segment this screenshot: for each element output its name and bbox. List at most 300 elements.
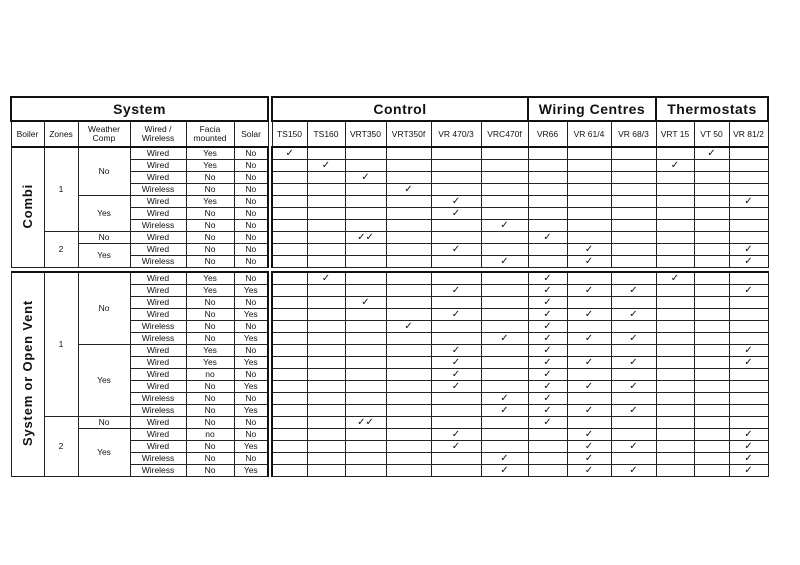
check-cell (307, 196, 345, 208)
check-mark-icon: ✓ (584, 357, 594, 368)
check-cell (386, 405, 431, 417)
weather-comp-cell: No (78, 147, 130, 196)
check-cell (611, 369, 656, 381)
check-cell (386, 244, 431, 256)
check-mark-icon: ✓ (451, 309, 461, 320)
check-cell (611, 256, 656, 268)
check-mark-icon: ✓ (629, 309, 638, 320)
check-cell (729, 147, 768, 160)
col-header-weather-comp: Weather Comp (78, 121, 130, 147)
check-cell (481, 357, 528, 369)
check-cell (431, 184, 481, 196)
check-mark-icon: ✓ (629, 405, 638, 416)
check-cell (481, 345, 528, 357)
check-cell (694, 309, 729, 321)
check-cell (272, 417, 307, 429)
facia-cell: No (186, 453, 234, 465)
check-cell (431, 429, 481, 441)
facia-cell: No (186, 208, 234, 220)
check-mark-icon: ✓ (543, 345, 552, 356)
facia-cell: No (186, 405, 234, 417)
check-cell (431, 321, 481, 333)
facia-cell: Yes (186, 272, 234, 285)
zones-cell: 1 (44, 272, 78, 417)
col-header-wired-wireless: Wired / Wireless (130, 121, 186, 147)
check-cell (656, 160, 694, 172)
check-cell (386, 357, 431, 369)
check-cell (386, 393, 431, 405)
check-cell (272, 453, 307, 465)
check-cell (656, 405, 694, 417)
check-cell (729, 256, 768, 268)
check-cell (567, 465, 611, 477)
col-header-product: VR 68/3 (611, 121, 656, 147)
col-header-product: VRT350f (386, 121, 431, 147)
check-cell (345, 285, 386, 297)
col-header-zones: Zones (44, 121, 78, 147)
check-mark-icon: ✓ (744, 345, 753, 356)
check-cell (272, 220, 307, 232)
check-cell (694, 333, 729, 345)
check-cell (481, 160, 528, 172)
col-header-product: VR 61/4 (567, 121, 611, 147)
check-cell (386, 333, 431, 345)
check-cell (431, 196, 481, 208)
check-cell (345, 220, 386, 232)
check-mark-icon: ✓ (744, 256, 753, 267)
check-cell (694, 321, 729, 333)
check-mark-icon: ✓ (543, 309, 552, 320)
check-mark-icon: ✓ (629, 285, 638, 296)
check-cell (307, 208, 345, 220)
check-cell (386, 369, 431, 381)
check-cell (272, 393, 307, 405)
check-cell (656, 465, 694, 477)
zones-cell: 1 (44, 147, 78, 232)
wired-wireless-cell: Wired (130, 172, 186, 184)
check-cell (272, 441, 307, 453)
check-mark-icon: ✓ (584, 285, 594, 296)
table-row (11, 272, 768, 285)
check-cell (307, 441, 345, 453)
check-cell (694, 297, 729, 309)
check-cell (694, 465, 729, 477)
check-cell (345, 256, 386, 268)
check-cell (611, 321, 656, 333)
check-cell (567, 244, 611, 256)
check-cell (386, 147, 431, 160)
col-header-facia-mounted: Facia mounted (186, 121, 234, 147)
wired-wireless-cell: Wireless (130, 393, 186, 405)
check-cell (656, 381, 694, 393)
check-cell (481, 393, 528, 405)
check-mark-icon: ✓ (744, 429, 753, 440)
check-cell (481, 208, 528, 220)
solar-cell: Yes (234, 465, 268, 477)
check-mark-icon: ✓ (451, 357, 461, 368)
check-cell (481, 369, 528, 381)
check-cell (431, 417, 481, 429)
check-cell (567, 272, 611, 285)
check-cell (307, 272, 345, 285)
check-cell (431, 393, 481, 405)
facia-cell: No (186, 321, 234, 333)
check-cell (611, 220, 656, 232)
check-cell (345, 232, 386, 244)
check-mark-icon: ✓ (500, 405, 509, 416)
check-cell (307, 147, 345, 160)
solar-cell: Yes (234, 285, 268, 297)
check-cell (694, 184, 729, 196)
check-cell (694, 196, 729, 208)
check-mark-icon: ✓ (543, 333, 552, 344)
check-cell (611, 309, 656, 321)
check-cell (481, 220, 528, 232)
check-mark-icon: ✓ (321, 273, 331, 284)
check-mark-icon: ✓ (584, 333, 594, 344)
check-cell (307, 345, 345, 357)
check-cell (345, 381, 386, 393)
group-wiring-centres: Wiring Centres (528, 97, 656, 121)
check-cell (345, 172, 386, 184)
check-cell (386, 285, 431, 297)
check-mark-icon: ✓ (321, 160, 331, 171)
wired-wireless-cell: Wireless (130, 453, 186, 465)
facia-cell: No (186, 441, 234, 453)
check-cell (611, 208, 656, 220)
check-cell (528, 309, 567, 321)
check-cell (345, 465, 386, 477)
wired-wireless-cell: Wireless (130, 256, 186, 268)
check-cell (611, 417, 656, 429)
check-cell (481, 321, 528, 333)
check-cell (345, 369, 386, 381)
wired-wireless-cell: Wired (130, 381, 186, 393)
weather-comp-cell: No (78, 272, 130, 345)
check-cell (611, 333, 656, 345)
check-cell (729, 208, 768, 220)
check-cell (567, 333, 611, 345)
check-mark-icon: ✓ (629, 465, 638, 476)
check-cell (481, 184, 528, 196)
check-cell (307, 172, 345, 184)
facia-cell: No (186, 465, 234, 477)
check-cell (528, 160, 567, 172)
check-cell (656, 220, 694, 232)
check-cell (481, 256, 528, 268)
wired-wireless-cell: Wired (130, 244, 186, 256)
check-cell (386, 297, 431, 309)
check-cell (272, 429, 307, 441)
check-mark-icon: ✓ (543, 393, 552, 404)
solar-cell: Yes (234, 357, 268, 369)
check-mark-icon: ✓ (500, 256, 509, 267)
check-mark-icon: ✓ (543, 285, 552, 296)
check-cell (272, 405, 307, 417)
check-cell (528, 172, 567, 184)
facia-cell: No (186, 393, 234, 405)
solar-cell: No (234, 297, 268, 309)
facia-cell: no (186, 369, 234, 381)
check-cell (729, 196, 768, 208)
check-cell (656, 244, 694, 256)
check-cell (656, 309, 694, 321)
check-cell (611, 244, 656, 256)
check-cell (345, 345, 386, 357)
check-cell (694, 285, 729, 297)
weather-comp-cell: Yes (78, 244, 130, 268)
solar-cell: No (234, 272, 268, 285)
wired-wireless-cell: Wired (130, 369, 186, 381)
wired-wireless-cell: Wireless (130, 333, 186, 345)
group-system: System (11, 97, 268, 121)
solar-cell: No (234, 232, 268, 244)
check-mark-icon: ✓ (584, 405, 594, 416)
check-cell (567, 285, 611, 297)
check-cell (386, 184, 431, 196)
check-mark-icon: ✓ (451, 369, 461, 380)
check-mark-icon: ✓ (744, 465, 753, 476)
wired-wireless-cell: Wired (130, 429, 186, 441)
table-row (11, 244, 768, 256)
check-cell (272, 465, 307, 477)
check-cell (694, 369, 729, 381)
check-cell (694, 160, 729, 172)
check-cell (694, 393, 729, 405)
table-row (11, 429, 768, 441)
check-mark-icon: ✓ (584, 453, 594, 464)
check-cell (729, 321, 768, 333)
check-cell (431, 220, 481, 232)
check-cell (694, 429, 729, 441)
check-cell (694, 208, 729, 220)
solar-cell: Yes (234, 309, 268, 321)
solar-cell: No (234, 172, 268, 184)
solar-cell: No (234, 345, 268, 357)
check-mark-icon: ✓ (584, 441, 594, 452)
check-mark-icon: ✓ (584, 309, 594, 320)
check-mark-icon: ✓ (451, 441, 461, 452)
solar-cell: No (234, 417, 268, 429)
check-cell (272, 256, 307, 268)
wired-wireless-cell: Wired (130, 417, 186, 429)
check-mark-icon: ✓ (744, 441, 753, 452)
zones-cell: 2 (44, 232, 78, 268)
check-cell (345, 453, 386, 465)
check-cell (729, 220, 768, 232)
facia-cell: no (186, 429, 234, 441)
solar-cell: No (234, 256, 268, 268)
check-cell (431, 147, 481, 160)
check-mark-icon: ✓ (451, 381, 461, 392)
check-cell (656, 345, 694, 357)
check-mark-icon: ✓ (404, 184, 413, 195)
facia-cell: No (186, 232, 234, 244)
check-cell (272, 309, 307, 321)
check-cell (345, 357, 386, 369)
facia-cell: Yes (186, 345, 234, 357)
check-cell (386, 208, 431, 220)
check-cell (345, 297, 386, 309)
check-mark-icon: ✓ (451, 285, 461, 296)
check-mark-icon: ✓ (670, 160, 680, 171)
check-cell (481, 417, 528, 429)
check-cell (656, 441, 694, 453)
check-cell (272, 184, 307, 196)
check-cell (611, 172, 656, 184)
facia-cell: No (186, 172, 234, 184)
facia-cell: No (186, 244, 234, 256)
check-cell (386, 256, 431, 268)
check-cell (481, 244, 528, 256)
check-cell (694, 381, 729, 393)
check-cell (272, 272, 307, 285)
check-cell (307, 232, 345, 244)
check-cell (528, 285, 567, 297)
table-body (11, 147, 768, 477)
check-cell (729, 393, 768, 405)
check-cell (528, 244, 567, 256)
check-cell (307, 381, 345, 393)
facia-cell: No (186, 381, 234, 393)
check-cell (481, 441, 528, 453)
check-cell (272, 147, 307, 160)
wired-wireless-cell: Wired (130, 297, 186, 309)
check-cell (307, 321, 345, 333)
check-cell (528, 147, 567, 160)
check-cell (611, 285, 656, 297)
solar-cell: Yes (234, 405, 268, 417)
solar-cell: No (234, 369, 268, 381)
check-cell (567, 405, 611, 417)
check-cell (694, 244, 729, 256)
check-cell (431, 381, 481, 393)
check-cell (307, 369, 345, 381)
check-cell (567, 220, 611, 232)
check-cell (567, 369, 611, 381)
wired-wireless-cell: Wired (130, 160, 186, 172)
check-cell (567, 393, 611, 405)
check-cell (345, 184, 386, 196)
facia-cell: No (186, 417, 234, 429)
check-cell (272, 357, 307, 369)
check-mark-icon: ✓ (584, 381, 594, 392)
check-cell (567, 309, 611, 321)
check-mark-icon: ✓✓ (357, 417, 374, 428)
check-cell (386, 345, 431, 357)
check-mark-icon: ✓ (451, 208, 461, 219)
check-cell (567, 256, 611, 268)
check-cell (656, 453, 694, 465)
wired-wireless-cell: Wired (130, 441, 186, 453)
check-mark-icon: ✓ (584, 429, 594, 440)
check-cell (567, 321, 611, 333)
check-cell (528, 453, 567, 465)
check-cell (729, 417, 768, 429)
check-cell (386, 465, 431, 477)
facia-cell: No (186, 220, 234, 232)
check-cell (694, 405, 729, 417)
check-mark-icon: ✓ (744, 453, 753, 464)
wired-wireless-cell: Wired (130, 208, 186, 220)
check-cell (481, 232, 528, 244)
check-cell (307, 333, 345, 345)
check-cell (528, 196, 567, 208)
check-cell (656, 357, 694, 369)
solar-cell: Yes (234, 441, 268, 453)
column-header-row (11, 121, 768, 147)
check-cell (567, 453, 611, 465)
check-cell (567, 381, 611, 393)
table-row (11, 147, 768, 160)
check-cell (481, 297, 528, 309)
check-mark-icon: ✓ (629, 381, 638, 392)
check-cell (386, 381, 431, 393)
facia-cell: Yes (186, 160, 234, 172)
wired-wireless-cell: Wired (130, 285, 186, 297)
weather-comp-cell: No (78, 417, 130, 429)
check-cell (694, 172, 729, 184)
check-cell (386, 272, 431, 285)
check-cell (386, 232, 431, 244)
wired-wireless-cell: Wired (130, 357, 186, 369)
table-row (11, 196, 768, 208)
weather-comp-cell: Yes (78, 345, 130, 417)
check-cell (528, 297, 567, 309)
facia-cell: No (186, 184, 234, 196)
check-mark-icon: ✓ (543, 273, 552, 284)
check-cell (307, 309, 345, 321)
weather-comp-cell: Yes (78, 429, 130, 477)
check-cell (611, 345, 656, 357)
check-cell (528, 369, 567, 381)
check-mark-icon: ✓ (543, 321, 552, 332)
check-cell (656, 333, 694, 345)
solar-cell: No (234, 184, 268, 196)
check-mark-icon: ✓ (500, 393, 509, 404)
check-cell (694, 220, 729, 232)
check-mark-icon: ✓ (451, 345, 461, 356)
check-cell (567, 208, 611, 220)
check-cell (431, 160, 481, 172)
check-cell (729, 429, 768, 441)
check-cell (307, 256, 345, 268)
check-cell (611, 357, 656, 369)
check-cell (567, 160, 611, 172)
check-cell (528, 441, 567, 453)
check-cell (345, 429, 386, 441)
check-cell (272, 297, 307, 309)
check-cell (481, 429, 528, 441)
check-mark-icon: ✓ (584, 244, 594, 255)
check-cell (729, 297, 768, 309)
check-cell (528, 393, 567, 405)
check-cell (656, 256, 694, 268)
check-cell (611, 393, 656, 405)
check-cell (611, 272, 656, 285)
weather-comp-cell: Yes (78, 196, 130, 232)
check-cell (386, 321, 431, 333)
check-cell (431, 208, 481, 220)
check-cell (729, 453, 768, 465)
check-mark-icon: ✓ (629, 357, 638, 368)
check-mark-icon: ✓ (543, 357, 552, 368)
solar-cell: No (234, 208, 268, 220)
check-cell (528, 357, 567, 369)
facia-cell: No (186, 333, 234, 345)
check-cell (656, 417, 694, 429)
check-cell (272, 369, 307, 381)
